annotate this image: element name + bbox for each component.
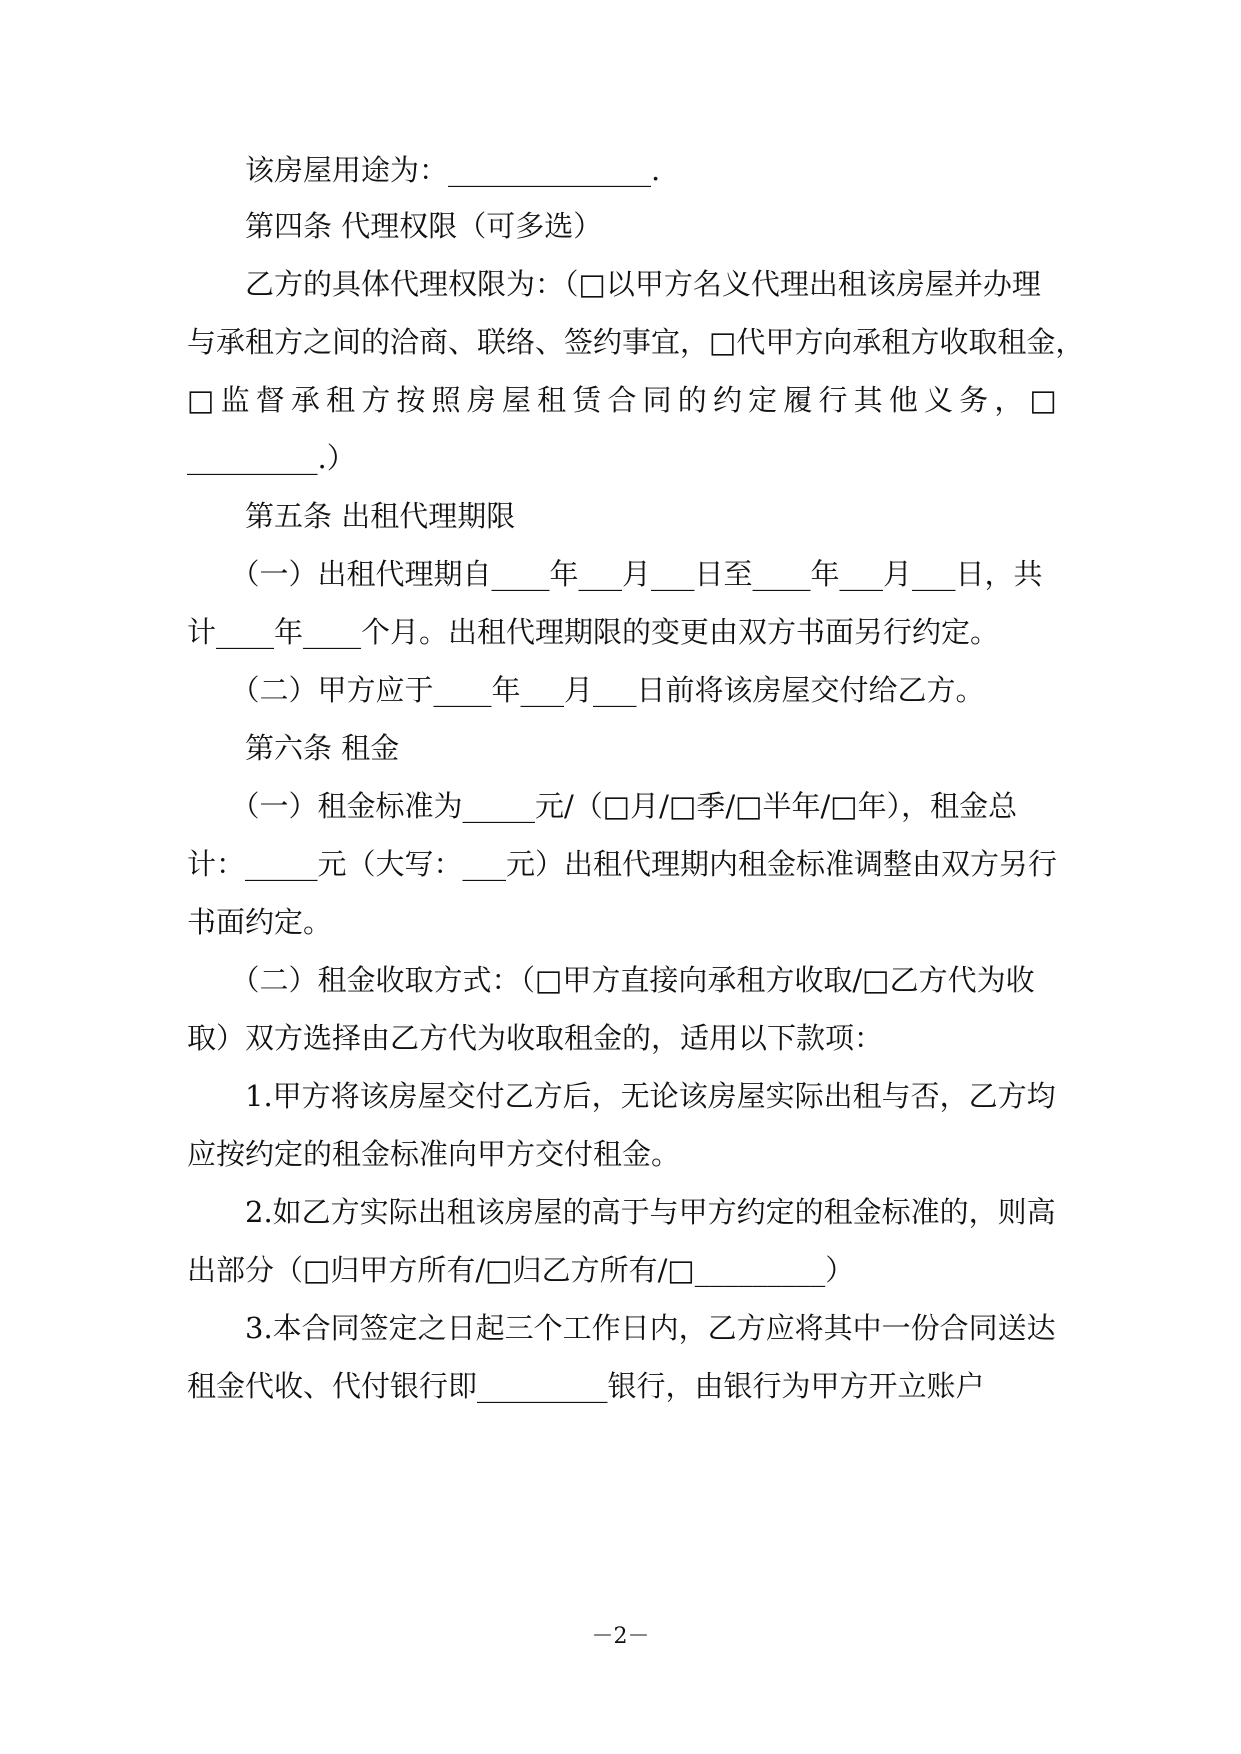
text-char: 义 [924,383,954,417]
text-char: 行 [818,383,848,417]
text-line: 出部分（□归甲方所有/□归乙方所有/□_________） [187,1253,855,1287]
text-char: 房 [466,383,496,417]
text-line: 书面约定。 [187,905,333,939]
text-line: 计：_____元（大写：___元）出租代理期内租金标准调整由双方另行 [187,847,1058,881]
text-char: 他 [888,383,918,417]
text-char: 租 [537,383,567,417]
text-char: ， [994,383,1024,417]
text-line: 与承租方之间的洽商、联络、签约事宜，□代甲方向承租方收取租金， [187,325,1085,359]
text-char: 合 [607,383,637,417]
text-line: （二）甲方应于____年___月___日前将该房屋交付给乙方。 [187,673,985,707]
text-char: 监 [220,383,250,417]
text-char: 约 [712,383,742,417]
text-line: 计____年____个月。出租代理期限的变更由双方书面另行约定。 [187,615,1000,649]
text-char: 履 [783,383,813,417]
text-char: 督 [255,383,285,417]
text-char: □ [1029,383,1057,417]
section-heading: 第四条 代理权限（可多选） [187,209,603,243]
text-char: 赁 [572,383,602,417]
text-char: □ [187,383,215,417]
text-char: 照 [431,383,461,417]
page-number: －2－ [591,1624,650,1649]
text-char: 其 [853,383,883,417]
text-char: 同 [642,383,672,417]
text-line-justified [187,380,1057,420]
text-line: 乙方的具体代理权限为：（□以甲方名义代理出租该房屋并办理 [187,267,1041,301]
text-char: 承 [290,383,320,417]
text-line: （二）租金收取方式：（□甲方直接向承租方收取/□乙方代为收 [187,963,1035,997]
text-line: 1.甲方将该房屋交付乙方后，无论该房屋实际出租与否，乙方均 [187,1079,1056,1113]
text-line: 租金代收、代付银行即_________银行，由银行为甲方开立账户 [187,1369,985,1403]
text-char: 务 [959,383,989,417]
text-line: 应按约定的租金标准向甲方交付租金。 [187,1137,681,1171]
text-line: _________.） [187,441,356,475]
text-char: 的 [677,383,707,417]
text-char: 定 [748,383,778,417]
text-char: 租 [326,383,356,417]
text-line: 2.如乙方实际出租该房屋的高于与甲方约定的租金标准的，则高 [187,1195,1056,1229]
text-line: 取）双方选择由乙方代为收取租金的，适用以下款项： [187,1021,884,1055]
text-line: 3.本合同签定之日起三个工作日内，乙方应将其中一份合同送达 [187,1311,1056,1345]
text-char: 按 [396,383,426,417]
text-line: （一）租金标准为_____元/（□月/□季/□半年/□年），租金总 [187,789,1018,823]
section-heading: 第五条 出租代理期限 [187,499,516,533]
text-line: 该房屋用途为：______________. [187,153,661,187]
section-heading: 第六条 租金 [187,731,400,765]
text-char: 屋 [501,383,531,417]
text-line: （一）出租代理期自____年___月___日至____年___月___日，共 [187,557,1043,591]
text-char: 方 [361,383,391,417]
